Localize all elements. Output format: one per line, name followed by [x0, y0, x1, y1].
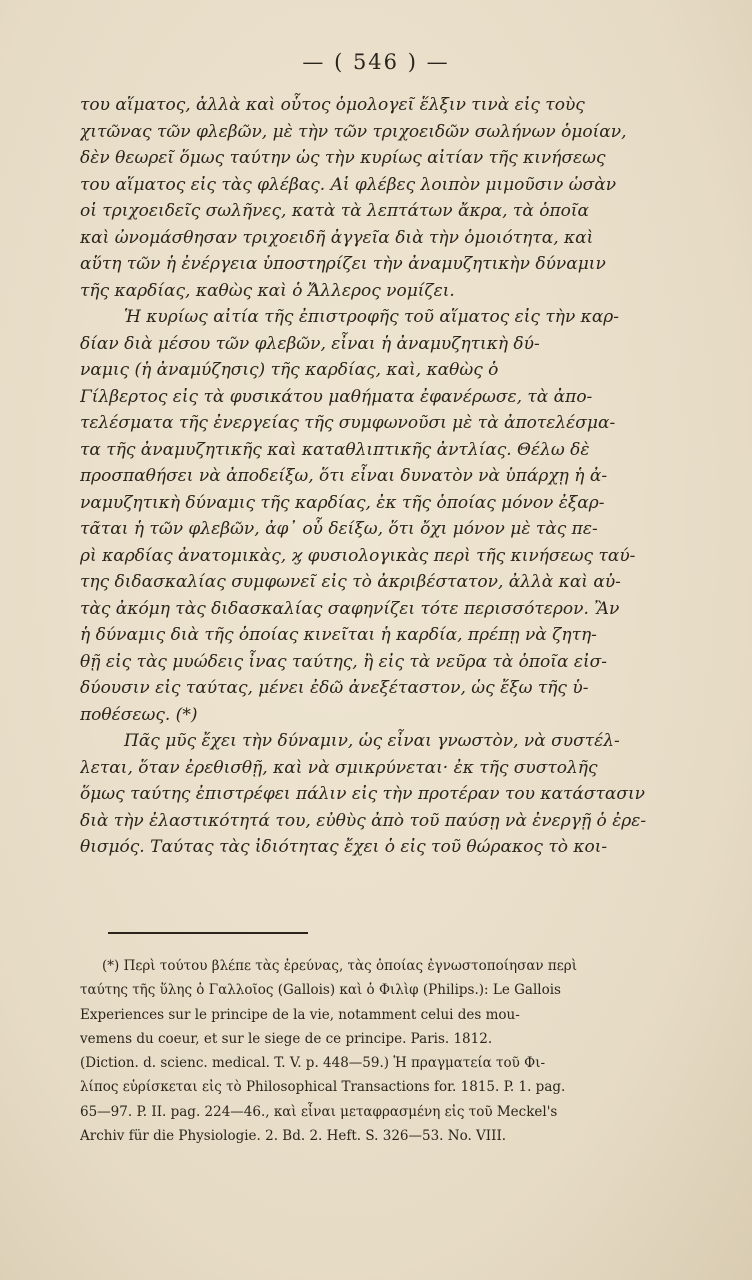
text-line: ναμυζητικὴ δύναμις τῆς καρδίας, ἐκ τῆς ὁποίας μόνον ἐξαρ- [80, 492, 605, 513]
text-line: διὰ τὴν ἐλαστικότητά του, εὐθὺς ἀπὸ τοῦ παύσῃ νὰ ἐνεργῇ ὁ ἐρε- [80, 810, 647, 831]
text-line: τῆς καρδίας, καθὼς καὶ ὁ Ἄλλερος νομίζει. [80, 280, 455, 301]
footnote-line: Experiences sur le principe de la vie, notamment celui des mou- [80, 1006, 520, 1023]
text-line: ρὶ καρδίας ἀνατομικὰς, ϗ φυσιολογικὰς περὶ τῆς κινήσεως ταύ- [80, 545, 636, 566]
main-text [80, 92, 720, 861]
text-line: δίαν διὰ μέσου τῶν φλεβῶν, εἶναι ἡ ἀναμυζητικὴ δύ- [80, 333, 540, 354]
footnote-divider [108, 932, 308, 934]
text-line: του αἵματος εἰς τὰς φλέβας. Αἱ φλέβες λοιπὸν μιμοῦσιν ὡσὰν [80, 174, 617, 195]
text-line: Γίλβερτος εἰς τὰ φυσικάτου μαθήματα ἐφανέρωσε, τὰ ἀπο- [80, 386, 593, 407]
text-line: χιτῶνας τῶν φλεβῶν, μὲ τὴν τῶν τριχοειδῶν σωλήνων ὁμοίαν, [80, 121, 627, 142]
text-line: ἡ δύναμις διὰ τῆς ὁποίας κινεῖται ἡ καρδία, πρέπῃ νὰ ζητη- [80, 625, 597, 645]
footnote-line: Archiv für die Physiologie. 2. Bd. 2. Heft. S. 326—53. No. VIII. [80, 1128, 507, 1145]
text-line: τᾶται ἡ τῶν φλεβῶν, ἀφ᾽ οὗ δείξω, ὅτι ὄχι μόνον μὲ τὰς πε- [80, 519, 598, 539]
text-line: τα τῆς ἀναμυζητικῆς καὶ καταθλιπτικῆς ἀντλίας. Θέλω δὲ [80, 439, 590, 460]
text-line: αὕτη τῶν ἡ ἐνέργεια ὑποστηρίζει τὴν ἀναμυζητικὴν δύναμιν [80, 254, 606, 274]
footnote-line: ταύτης τῆς ὕλης ὁ Γαλλοῖος (Gallois) καὶ ὁ Φιλὶφ (Philips.): Le Gallois [80, 982, 561, 999]
text-line: Ἡ κυρίως αἰτία τῆς ἐπιστροφῆς τοῦ αἵματος εἰς τὴν καρ- [124, 307, 620, 327]
text-line: τελέσματα τῆς ἐνεργείας τῆς συμφωνοῦσι μὲ τὰ ἀποτελέσμα- [80, 413, 616, 433]
footnote-line: 65—97. P. II. pag. 224—46., καὶ εἶναι μεταφρασμένη εἰς τοῦ Meckel's [80, 1103, 558, 1120]
footnote-line: (*) Περὶ τούτου βλέπε τὰς ἐρεύνας, τὰς ὁποίας ἐγνωστοποίησαν περὶ [102, 958, 578, 974]
text-line: Πᾶς μῦς ἔχει τὴν δύναμιν, ὡς εἶναι γνωστὸν, νὰ συστέλ- [124, 731, 620, 751]
text-line: θισμός. Ταύτας τὰς ἰδιότητας ἔχει ὁ εἰς τοῦ θώρακος τὸ κοι- [80, 837, 608, 857]
text-line: της διδασκαλίας συμφωνεῖ εἰς τὸ ἀκριβέστατον, ἀλλὰ καὶ αὐ- [80, 572, 621, 592]
footnote-line: λίπος εὑρίσκεται εἰς τὸ Philosophical Transactions for. 1815. P. 1. pag. [80, 1079, 566, 1096]
text-line: λεται, ὅταν ἐρεθισθῇ, καὶ νὰ σμικρύνεται· ἐκ τῆς συστολῆς [80, 757, 598, 778]
text-line: δὲν θεωρεῖ ὅμως ταύτην ὡς τὴν κυρίως αἰτίαν τῆς κινήσεως [80, 148, 606, 168]
footnote [80, 954, 720, 1148]
text-line: ναμις (ἡ ἀναμύζησις) τῆς καρδίας, καὶ, καθὼς ὁ [80, 360, 499, 380]
text-line: ποθέσεως. (*) [80, 704, 198, 725]
text-line: ὅμως ταύτης ἐπιστρέφει πάλιν εἰς τὴν προτέραν του κατάστασιν [80, 784, 645, 804]
text-line: καὶ ὠνομάσθησαν τριχοειδῆ ἀγγεῖα διὰ τὴν ὁμοιότητα, καὶ [80, 227, 594, 248]
text-line: του αἵματος, ἀλλὰ καὶ οὗτος ὁμολογεῖ ἕλξιν τινὰ εἰς τοὺς [80, 95, 585, 115]
text-line: δύουσιν εἰς ταύτας, μένει ἐδῶ ἀνεξέταστον, ὡς ἔξω τῆς ὑ- [80, 678, 589, 698]
text-line: προσπαθήσει νὰ ἀποδείξω, ὅτι εἶναι δυνατὸν νὰ ὑπάρχῃ ἡ ἀ- [80, 466, 608, 486]
text-line: οἱ τριχοειδεῖς σωλῆνες, κατὰ τὰ λεπτάτων ἄκρα, τὰ ὁποῖα [80, 201, 590, 221]
text-line: τὰς ἀκόμη τὰς διδασκαλίας σαφηνίζει τότε περισσότερον. Ἂν [80, 598, 620, 619]
footnote-line: vemens du coeur, et sur le siege de ce principe. Paris. 1812. [80, 1030, 493, 1047]
footnote-line: (Diction. d. scienc. medical. T. V. p. 448—59.) Ἡ πραγματεία τοῦ Φι- [80, 1055, 546, 1072]
page-number: — ( 546 ) — [302, 50, 450, 74]
text-line: θῇ εἰς τὰς μυώδεις ἶνας ταύτης, ἢ εἰς τὰ νεῦρα τὰ ὁποῖα εἰσ- [80, 651, 607, 672]
